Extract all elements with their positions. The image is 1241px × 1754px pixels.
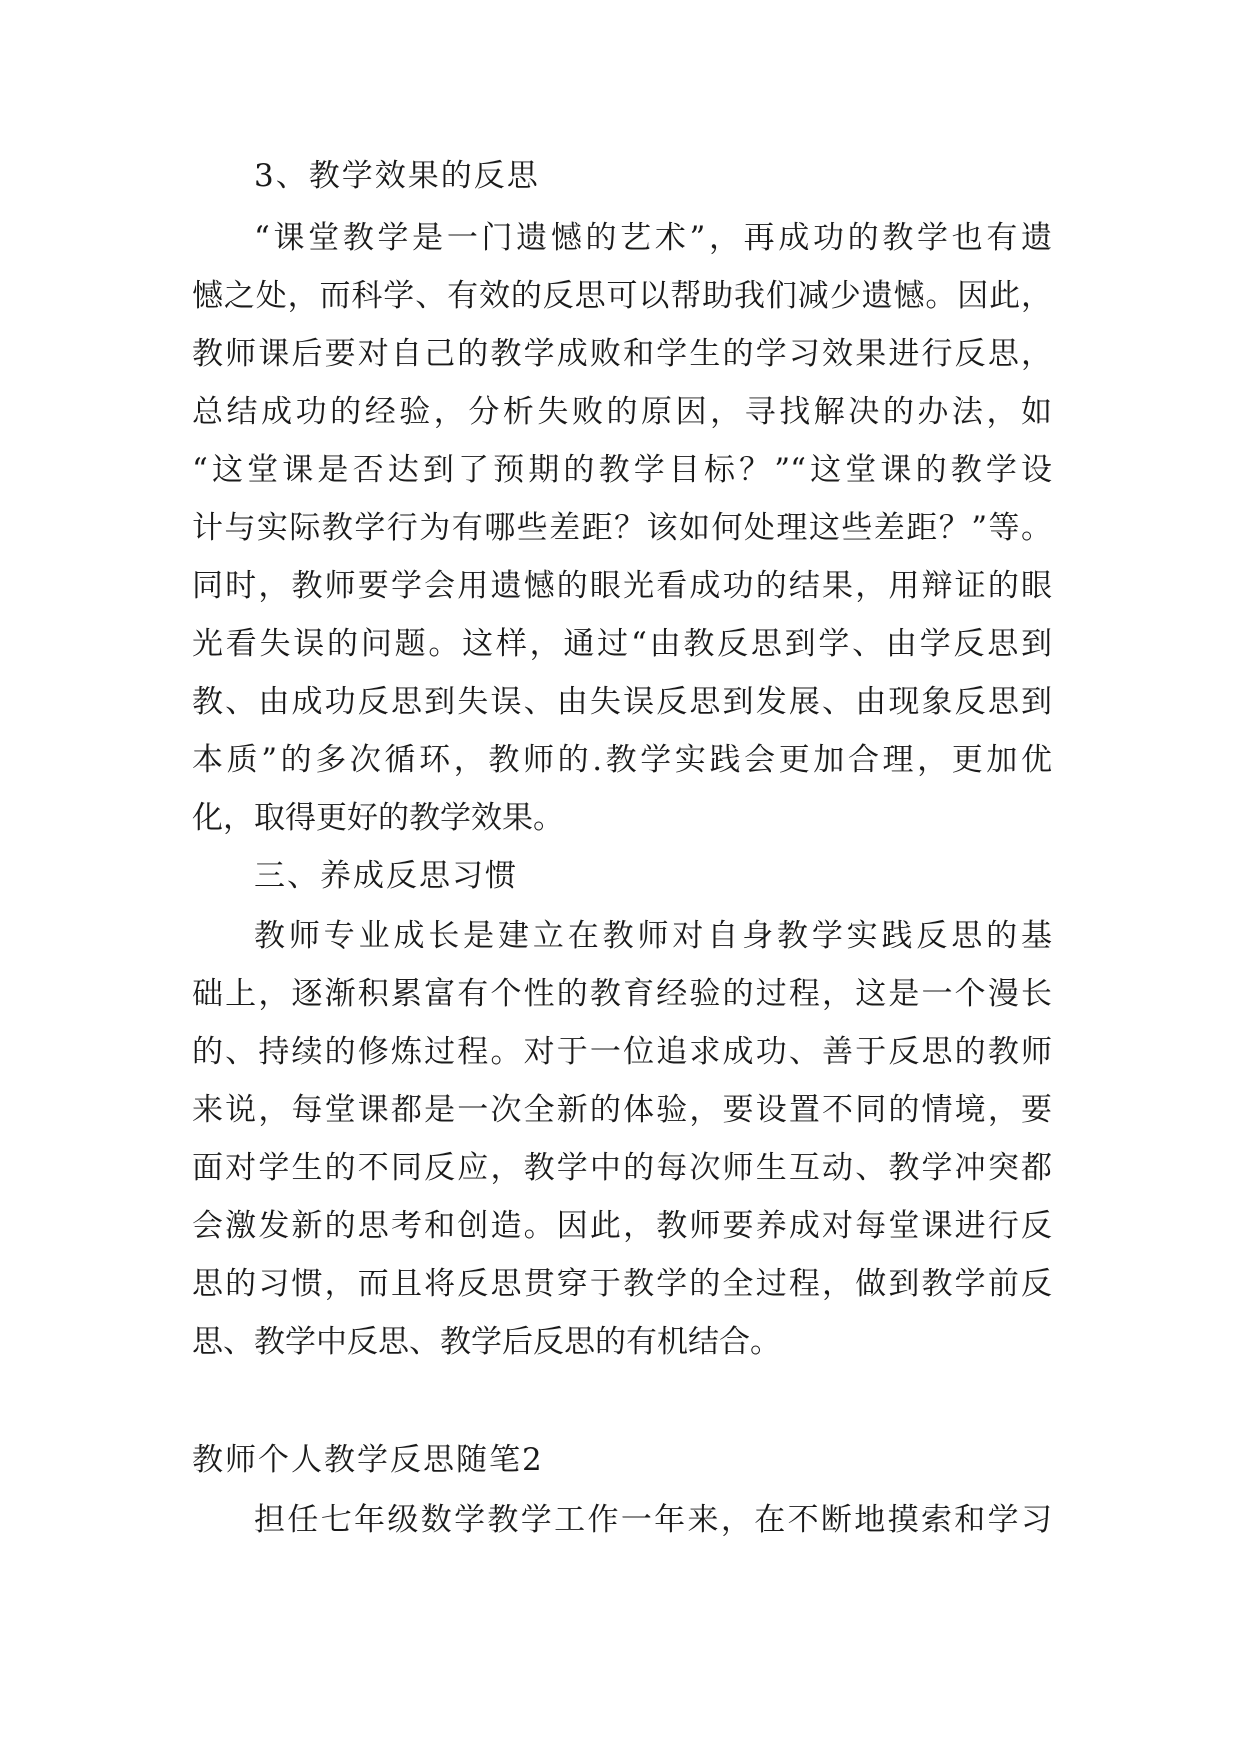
paragraph-line: 来说，每堂课都是一次全新的体验，要设置不同的情境，要	[192, 1092, 1052, 1128]
paragraph-line: 同时，教师要学会用遗憾的眼光看成功的结果，用辩证的眼	[192, 568, 1052, 604]
paragraph-line: 础上，逐渐积累富有个性的教育经验的过程，这是一个漫长	[192, 976, 1052, 1012]
paragraph-line: 面对学生的不同反应，教学中的每次师生互动、教学冲突都	[192, 1150, 1052, 1186]
paragraph-line: 光看失误的问题。这样，通过“由教反思到学、由学反思到	[192, 626, 1052, 662]
article-title: 教师个人教学反思随笔2	[192, 1442, 544, 1478]
section-heading: 3、教学效果的反思	[254, 158, 540, 194]
paragraph-line: 思的习惯，而且将反思贯穿于教学的全过程，做到教学前反	[192, 1266, 1052, 1302]
paragraph-line: 化，取得更好的教学效果。	[192, 800, 564, 836]
paragraph-line: 计与实际教学行为有哪些差距？该如何处理这些差距？”等。	[192, 510, 1052, 546]
paragraph-line: 教、由成功反思到失误、由失误反思到发展、由现象反思到	[192, 684, 1052, 720]
paragraph-line: 教师专业成长是建立在教师对自身教学实践反思的基	[254, 918, 1052, 954]
paragraph-line: 总结成功的经验，分析失败的原因，寻找解决的办法，如	[192, 394, 1052, 430]
paragraph-line: 思、教学中反思、教学后反思的有机结合。	[192, 1324, 781, 1360]
paragraph-line: “课堂教学是一门遗憾的艺术”，再成功的教学也有遗	[254, 220, 1052, 256]
paragraph-line: 憾之处，而科学、有效的反思可以帮助我们减少遗憾。因此，	[192, 278, 1052, 314]
paragraph-line: 担任七年级数学教学工作一年来，在不断地摸索和学习	[254, 1502, 1052, 1538]
section-heading: 三、养成反思习惯	[254, 858, 518, 894]
paragraph-line: 本质”的多次循环，教师的.教学实践会更加合理，更加优	[192, 742, 1052, 778]
paragraph-line: “这堂课是否达到了预期的教学目标？”“这堂课的教学设	[192, 452, 1052, 488]
paragraph-line: 会激发新的思考和创造。因此，教师要养成对每堂课进行反	[192, 1208, 1052, 1244]
paragraph-line: 教师课后要对自己的教学成败和学生的学习效果进行反思，	[192, 336, 1052, 372]
paragraph-line: 的、持续的修炼过程。对于一位追求成功、善于反思的教师	[192, 1034, 1052, 1070]
